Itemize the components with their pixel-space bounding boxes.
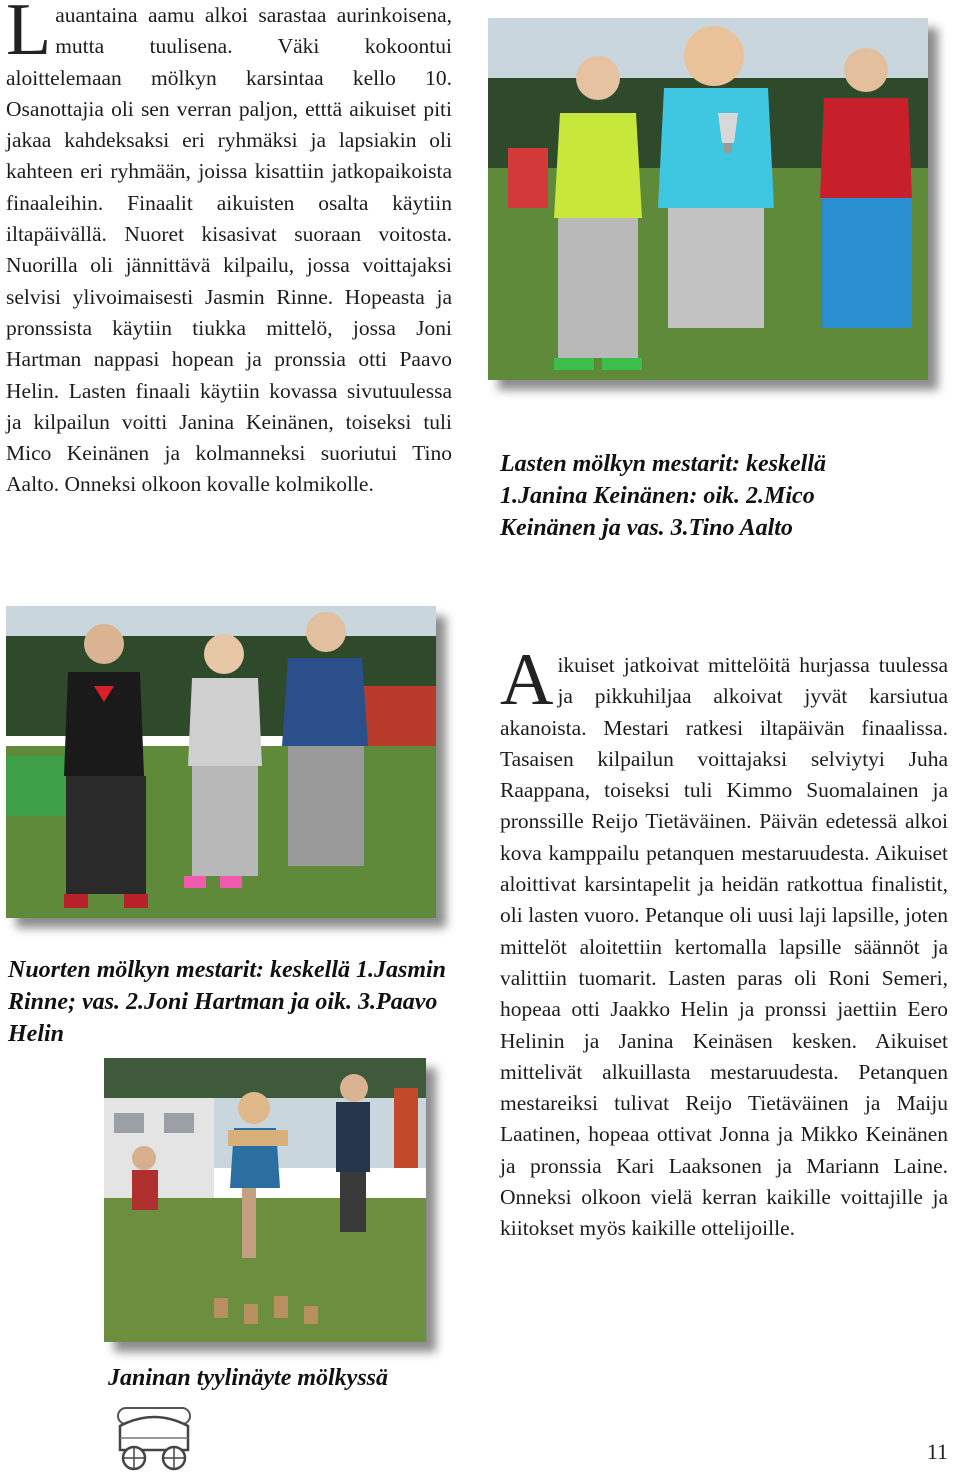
- article-right-column: [500, 639, 948, 1245]
- caption-youth-champions: Nuorten mölkyn mestarit: keskellä 1.Jasmin Rinne; vas. 2.Joni Hartman ja oik. 3.Paavo Helin: [8, 957, 447, 1047]
- article-top-text: auantaina aamu alkoi sarastaa aurinkoisena, mutta tuulisena. Väki kokoontui aloittelemaan mölkyn karsintaa kello 10. Osanottajia oli sen verran paljon, etttä aikuiset piti jakaa kahdeksaksi eri ryhmäksi ja lapsiakin oli kahteen eri ryhmään, joissa kisattiin jatkopaikoista finaaleihin. Finaalit aikuisten osalta käytiin iltapäivällä. Nuoret kisasivat suoraan voitosta. Nuorilla oli jännittävä kilpailu, jossa voittajaksi selvisi ylivoimaisesti Jasmin Rinne. Hopeasta ja pronssista käytiin tiukka mittelö, jossa Joni Hartman nappasi hopean ja pronssia otti Paavo Helin. Lasten finaali käytiin kovassa sivutuulessa ja kilpailun voitti Janina Keinänen, toiseksi tuli Mico Keinänen ja kolmanneksi suoriutui Tino Aalto. Onneksi olkoon kovalle kolmikolle.: [6, 3, 452, 497]
- article-top-column: [6, 0, 452, 501]
- dropcap-a: A: [500, 639, 554, 721]
- article-top-paragraph: [6, 0, 452, 501]
- caption-throw-demonstration: Janinan tyylinäyte mölkyssä: [108, 1365, 389, 1391]
- photo-youth-champions: [6, 606, 436, 918]
- photo-children-champions: [488, 18, 928, 380]
- photo-throw-demonstration: [104, 1058, 426, 1342]
- article-right-text: ikuiset jatkoivat mittelöitä hurjassa tuulessa ja pikkuhiljaa alkoivat jyvät karsiutua akanoista. Mestari ratkesi iltapäivän finaalissa. Tasaisen kilpailun voittajaksi selviytyi Juha Raappana, toiseksi tuli Kimmo Suomalainen ja pronssille Reijo Tietäväinen. Päivän edetessä alkoi kova kamppailu petanquen mestaruudesta. Aikuiset aloittivat karsintapelit ja heidän ratkottua finalistit, oli lasten vuoro. Petanque oli uusi laji lapsille, joten mittelöt aloitettiin kertomalla lapsille säännöt ja valittiin tuomarit. Lasten paras oli Roni Semeri, hopeaa otti Jaakko Helin ja pronssi jaettiin Eero Helinin ja Janina Keinäsen kesken. Aikuiset mittelivät alkuillasta mestaruudesta. Petanquen mestareiksi tulivat Reijo Tietäväinen ja Maiju Laatinen, hopeaa ottivat Jonna ja Mikko Keinänen ja pronssia Kari Laaksonen ja Mariann Laine. Onneksi olkoon vielä kerran kaikille voittajille ja kiitokset myös kaikille ottelijoille.: [500, 653, 948, 1241]
- caption-children-champions: Lasten mölkyn mestarit: keskellä 1.Janina Keinänen: oik. 2.Mico Keinänen ja vas. 3.Tino Aalto: [500, 451, 826, 541]
- article-right-paragraph: [500, 639, 948, 1245]
- club-logo: [108, 1404, 200, 1474]
- dropcap-l: L: [6, 0, 52, 71]
- page-number: 11: [926, 1439, 948, 1464]
